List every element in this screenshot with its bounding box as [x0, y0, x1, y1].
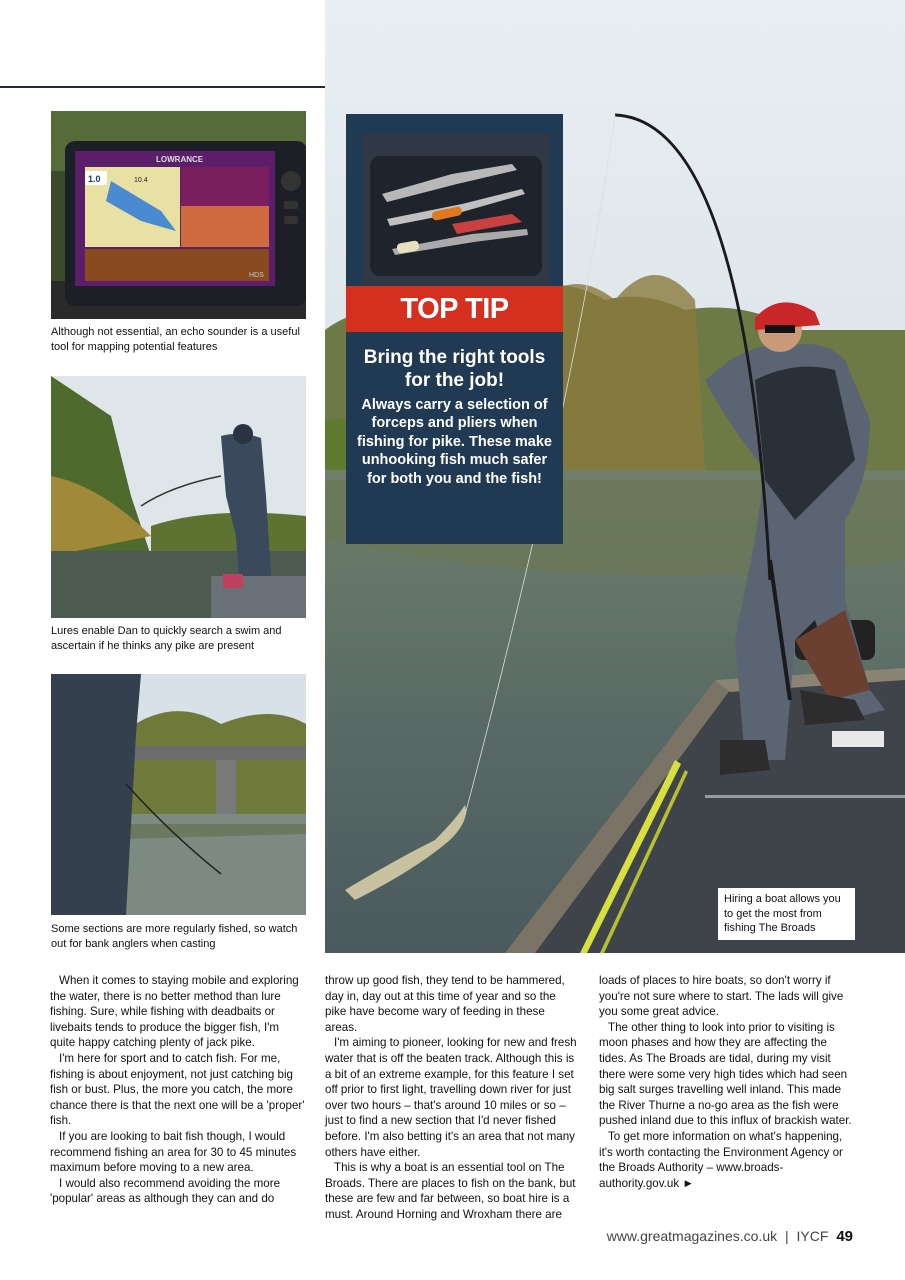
caption-boat: Hiring a boat allows you to get the most from fishing The Broads [718, 888, 855, 940]
article-paragraph: To get more information on what's happening, it's worth contacting the Environment Agency or the Broads Authority – www.broads-authority.gov.uk ► [599, 1129, 843, 1190]
echo-brand-text: LOWRANCE [156, 155, 204, 164]
footer-separator: | [785, 1228, 789, 1244]
article-paragraph: I'm here for sport and to catch fish. For me, fishing is about enjoyment, not just catching big fish or bust. Plus, the more you catch, the more chance there is that the next one will be a 'proper' fish. [50, 1051, 305, 1128]
page-number: 49 [836, 1228, 853, 1245]
article-paragraph: If you are looking to bait fish though, I would recommend fishing an area for 30 to 45 minutes maximum before moving to a new area. [50, 1129, 297, 1175]
top-tip-label: TOP TIP [400, 292, 509, 325]
echo-model-text: HDS [249, 272, 264, 279]
top-tip-body: Always carry a selection of forceps and pliers when fishing for pike. These make unhooking fish much safer for both you and the fish! [357, 397, 552, 487]
caption-sections: Some sections are more regularly fished, so watch out for bank anglers when casting [51, 923, 298, 950]
top-tip-banner [346, 286, 563, 332]
echo-readout-left: 1.0 [88, 174, 101, 184]
caption-echo-sounder: Although not essential, an echo sounder is a useful tool for mapping potential features [51, 326, 300, 353]
echo-readout-mid: 10.4 [134, 177, 148, 184]
article-column-2 [325, 973, 580, 1223]
footer-magazine-name: IYCF [796, 1228, 829, 1244]
article-paragraph: The other thing to look into prior to visiting is moon phases and how they are affecting the tides. As The Broads are tidal, during my visit there were some very high tides which had seen big salt surges travelling well inland. This made the River Thurne a no-go area as the fish were pushed inland due to this influx of brackish water. [599, 1020, 852, 1128]
page-footer [607, 1228, 853, 1245]
footer-website-link[interactable]: www.greatmagazines.co.uk [606, 1228, 778, 1244]
top-tip-heading: Bring the right tools for the job! [363, 347, 546, 391]
article-paragraph: throw up good fish, they tend to be hammered, day in, day out at this time of year and so the pike have become wary of feeding in these areas. [325, 974, 565, 1034]
tools-photo [362, 134, 550, 286]
article-paragraph: This is why a boat is an essential tool on The Broads. There are places to fish on the bank, but these are few and far between, so boat hire is a must. Around Horning and Wroxham there are [325, 1161, 576, 1221]
article-column-1 [50, 973, 305, 1207]
photo-bridge-river [51, 674, 306, 915]
article-column-3 [599, 973, 854, 1191]
photo-lure-angler [51, 376, 306, 618]
article-paragraph: I would also recommend avoiding the more 'popular' areas as although they can and do [50, 1176, 281, 1206]
top-tip-box [346, 114, 563, 544]
photo-echo-sounder [51, 111, 306, 319]
article-paragraph: When it comes to staying mobile and exploring the water, there is no better method than lure fishing. Sure, while fishing with deadbaits or livebaits tends to produce the bigger fish, I'm quite happy catching plenty of jack pike. [50, 974, 299, 1050]
article-paragraph: loads of places to hire boats, so don't worry if you're not sure where to start. The lads will give you some great advice. [599, 974, 844, 1019]
article-paragraph: I'm aiming to pioneer, looking for new and fresh water that is off the beaten track. Although this is a bit of an extreme example, for this feature I set off prior to first light, travelling down river for just over two hours – that's around 10 miles or so – just to find a new section that I'd never fished before. I'm also betting it's an area that not many others have either. [325, 1036, 577, 1159]
caption-lures: Lures enable Dan to quickly search a swim and ascertain if he thinks any pike are present [51, 625, 282, 652]
